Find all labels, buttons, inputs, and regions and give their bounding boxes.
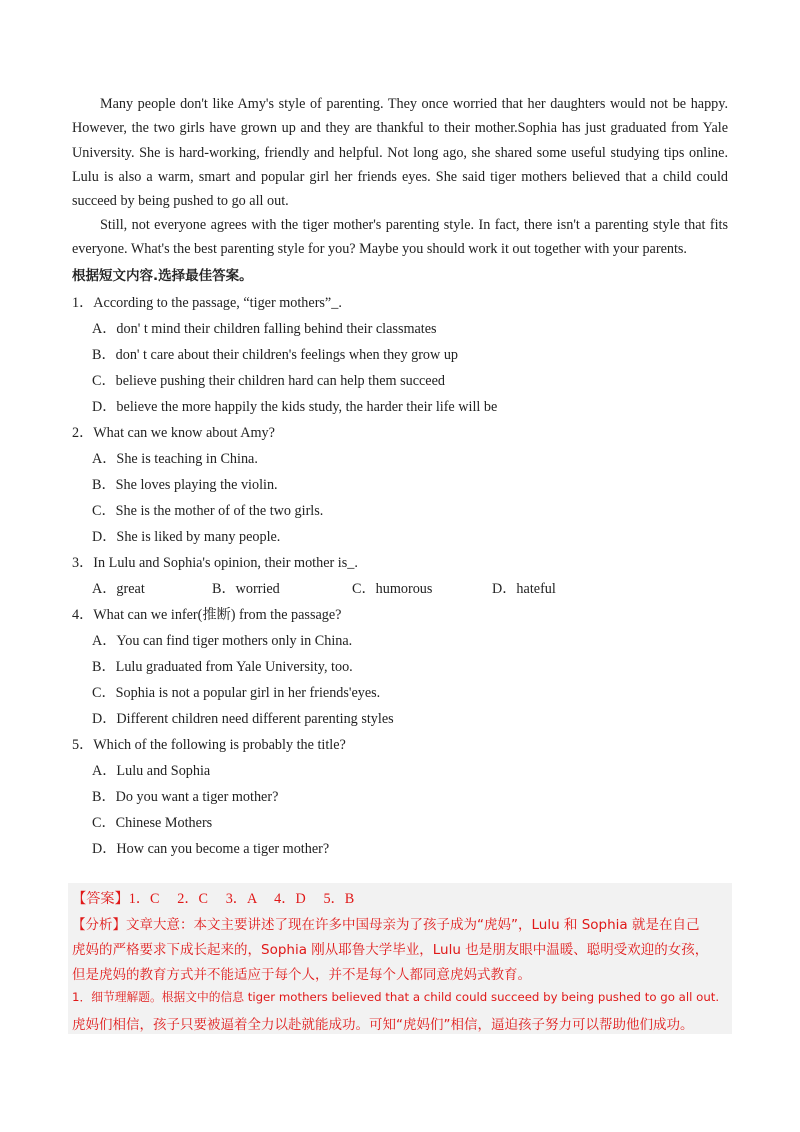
question-2-option-d: D．She is liked by many people.: [92, 529, 281, 545]
answer-key: 【答案】1．C 2．C 3．A 4．D 5．B: [72, 891, 355, 907]
question-4-stem: 4．What can we infer(推断) from the passage?: [72, 607, 342, 623]
question-3-option-d: D．hateful: [492, 581, 556, 597]
question-3-option-b: B．worried: [212, 581, 280, 597]
passage-paragraph-2: Still, not everyone agrees with the tiger mother's parenting style. In fact, there isn't a parenting style that fits everyone. What's the best parenting style for you? Maybe you should work it out together with your parents.: [72, 217, 728, 258]
question-3-stem: 3．In Lulu and Sophia's opinion, their mother is_.: [72, 555, 358, 571]
question-5-option-a: A．Lulu and Sophia: [92, 763, 211, 779]
analysis-line-1: 【分析】文章大意：本文主要讲述了现在许多中国母亲为了孩子成为“虎妈”，Lulu 和 Sophia 就是在自己: [72, 917, 700, 933]
question-4-option-b: B．Lulu graduated from Yale University, too.: [92, 659, 353, 675]
question-5-option-c: C．Chinese Mothers: [92, 815, 213, 831]
analysis-line-4: 1．细节理解题。根据文中的信息 tiger mothers believed that a child could succeed by being pushed to go all out.: [72, 990, 720, 1004]
question-1-option-b: B．don' t care about their children's feelings when they grow up: [92, 347, 459, 363]
question-1-stem: 1．According to the passage, “tiger mothers”_.: [72, 295, 342, 311]
question-2-stem: 2．What can we know about Amy?: [72, 425, 275, 441]
question-3-option-c: C．humorous: [352, 581, 433, 597]
question-2-option-a: A．She is teaching in China.: [92, 451, 258, 467]
analysis-line-2: 虎妈的严格要求下成长起来的，Sophia 刚从耶鲁大学毕业，Lulu 也是朋友眼中温暖、聪明受欢迎的女孩，: [72, 942, 709, 958]
question-5-option-d: D．How can you become a tiger mother?: [92, 841, 330, 857]
question-3-option-a: A．great: [92, 581, 145, 597]
question-4-option-d: D．Different children need different parenting styles: [92, 711, 394, 727]
question-1-option-a: A．don' t mind their children falling behind their classmates: [92, 321, 437, 337]
question-2-option-c: C．She is the mother of of the two girls.: [92, 503, 324, 519]
question-5-stem: 5．Which of the following is probably the title?: [72, 737, 346, 753]
analysis-line-3: 但是虎妈的教育方式并不能适应于每个人，并不是每个人都同意虎妈式教育。: [72, 967, 531, 983]
passage-paragraph-1: Many people don't like Amy's style of parenting. They once worried that her daughters would not be happy. However, the two girls have grown up and they are thankful to their mother.Sophia has just graduated from Yale University. She is hard-working, friendly and helpful. Not long ago, she shared some useful studying tips online. Lulu is also a warm, smart and popular girl her friends eyes. She said tiger mothers believed that a child could succeed by being pushed to go all out.: [72, 96, 728, 210]
question-1-option-c: C．believe pushing their children hard can help them succeed: [92, 373, 445, 389]
question-1-option-d: D．believe the more happily the kids study, the harder their life will be: [92, 399, 498, 415]
question-4-option-c: C．Sophia is not a popular girl in her friends'eyes.: [92, 685, 381, 701]
instruction-heading: 根据短文内容.选择最佳答案。: [72, 268, 253, 284]
question-2-option-b: B．She loves playing the violin.: [92, 477, 278, 493]
analysis-line-5: 虎妈们相信，孩子只要被逼着全力以赴就能成功。可知“虎妈们”相信，逼迫孩子努力可以帮助他们成功。: [72, 1017, 694, 1033]
question-4-option-a: A．You can find tiger mothers only in China.: [92, 633, 353, 649]
question-5-option-b: B．Do you want a tiger mother?: [92, 789, 279, 805]
